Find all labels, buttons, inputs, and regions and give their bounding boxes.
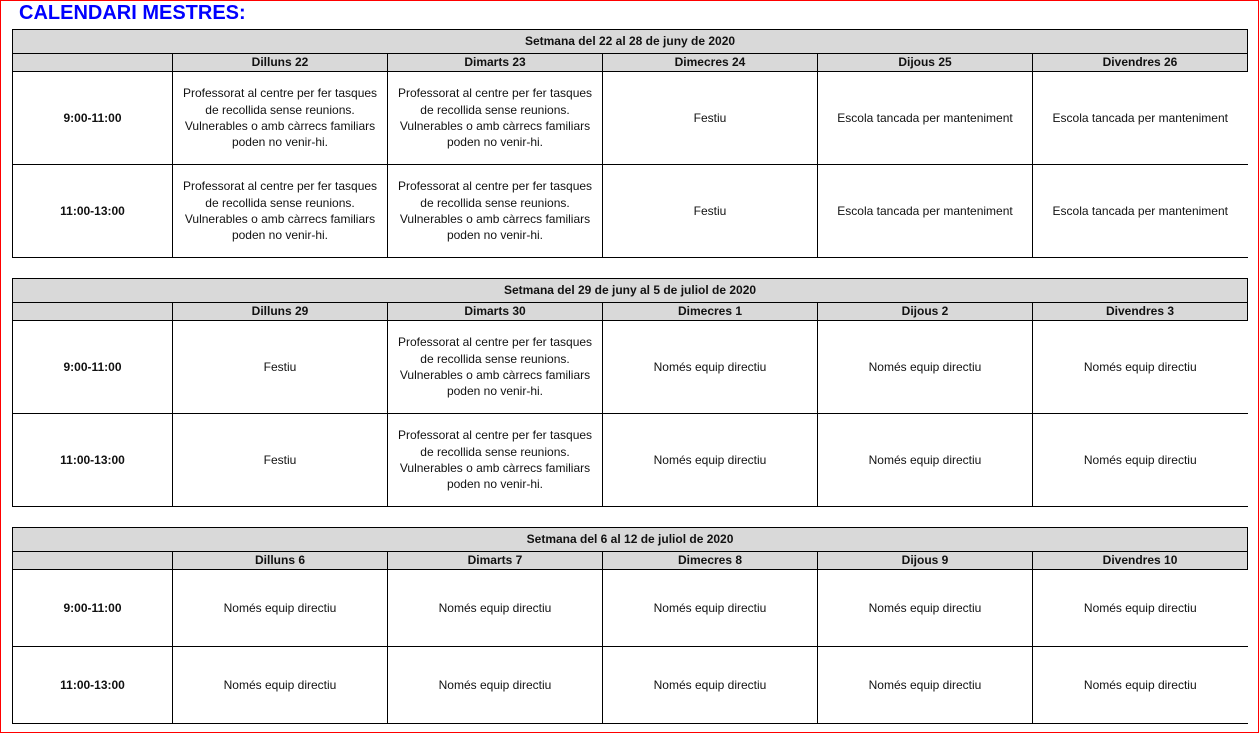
schedule-cell: Només equip directiu	[1033, 570, 1248, 647]
week-table	[12, 29, 1248, 258]
schedule-cell: Només equip directiu	[603, 570, 818, 647]
schedule-cell: Festiu	[173, 414, 388, 507]
week-title: Setmana del 6 al 12 de juliol de 2020	[13, 528, 1248, 552]
schedule-cell: Només equip directiu	[603, 414, 818, 507]
empty-header	[13, 552, 173, 570]
schedule-cell: Professorat al centre per fer tasques de recollida sense reunions. Vulnerables o amb càrrecs familiars poden no venir-hi.	[173, 72, 388, 165]
schedule-cell: Professorat al centre per fer tasques de recollida sense reunions. Vulnerables o amb càrrecs familiars poden no venir-hi.	[388, 72, 603, 165]
schedule-cell: Només equip directiu	[1033, 321, 1248, 414]
page-title: CALENDARI MESTRES:	[19, 2, 246, 24]
day-header-row	[13, 552, 1248, 570]
schedule-cell: Festiu	[603, 165, 818, 258]
schedule-cell: Només equip directiu	[1033, 647, 1248, 724]
schedule-cell: Professorat al centre per fer tasques de recollida sense reunions. Vulnerables o amb càrrecs familiars poden no venir-hi.	[388, 165, 603, 258]
time-slot: 11:00-13:00	[13, 165, 173, 258]
time-slot: 11:00-13:00	[13, 414, 173, 507]
schedule-cell: Festiu	[603, 72, 818, 165]
schedule-cell: Només equip directiu	[173, 570, 388, 647]
day-header: Dimarts 30	[388, 303, 603, 321]
day-header: Dimecres 1	[603, 303, 818, 321]
schedule-cell: Només equip directiu	[388, 570, 603, 647]
empty-header	[13, 54, 173, 72]
table-row	[13, 414, 1248, 507]
table-row	[13, 165, 1248, 258]
table-row	[13, 647, 1248, 724]
day-header: Dimecres 8	[603, 552, 818, 570]
schedule-cell: Professorat al centre per fer tasques de recollida sense reunions. Vulnerables o amb càrrecs familiars poden no venir-hi.	[388, 321, 603, 414]
day-header: Dilluns 22	[173, 54, 388, 72]
schedule-cell: Només equip directiu	[603, 321, 818, 414]
schedule-cell: Només equip directiu	[388, 647, 603, 724]
day-header: Divendres 3	[1033, 303, 1248, 321]
day-header: Dilluns 29	[173, 303, 388, 321]
empty-header	[13, 303, 173, 321]
day-header: Dilluns 6	[173, 552, 388, 570]
day-header-row	[13, 303, 1248, 321]
table-row	[13, 570, 1248, 647]
schedule-cell: Només equip directiu	[818, 570, 1033, 647]
schedule-cell: Només equip directiu	[173, 647, 388, 724]
time-slot: 9:00-11:00	[13, 72, 173, 165]
table-row	[13, 72, 1248, 165]
schedule-cell: Escola tancada per manteniment	[818, 72, 1033, 165]
schedule-cell: Només equip directiu	[603, 647, 818, 724]
schedule-cell: Només equip directiu	[818, 414, 1033, 507]
day-header: Dimecres 24	[603, 54, 818, 72]
schedule-cell: Professorat al centre per fer tasques de recollida sense reunions. Vulnerables o amb càrrecs familiars poden no venir-hi.	[173, 165, 388, 258]
schedule-cell: Només equip directiu	[1033, 414, 1248, 507]
day-header-row	[13, 54, 1248, 72]
time-slot: 11:00-13:00	[13, 647, 173, 724]
week-title: Setmana del 29 de juny al 5 de juliol de 2020	[13, 279, 1248, 303]
schedule-cell: Escola tancada per manteniment	[818, 165, 1033, 258]
time-slot: 9:00-11:00	[13, 570, 173, 647]
day-header: Dijous 9	[818, 552, 1033, 570]
day-header: Dimarts 23	[388, 54, 603, 72]
schedule-cell: Només equip directiu	[818, 321, 1033, 414]
week-title-row	[13, 279, 1248, 303]
day-header: Dijous 2	[818, 303, 1033, 321]
week-title-row	[13, 528, 1248, 552]
table-row	[13, 321, 1248, 414]
week-title-row	[13, 30, 1248, 54]
schedule-cell: Escola tancada per manteniment	[1033, 72, 1248, 165]
schedule-cell: Només equip directiu	[818, 647, 1033, 724]
schedule-cell: Escola tancada per manteniment	[1033, 165, 1248, 258]
week-table	[12, 527, 1248, 724]
week-title: Setmana del 22 al 28 de juny de 2020	[13, 30, 1248, 54]
day-header: Dijous 25	[818, 54, 1033, 72]
day-header: Dimarts 7	[388, 552, 603, 570]
schedule-cell: Professorat al centre per fer tasques de recollida sense reunions. Vulnerables o amb càrrecs familiars poden no venir-hi.	[388, 414, 603, 507]
day-header: Divendres 26	[1033, 54, 1248, 72]
week-table	[12, 278, 1248, 507]
day-header: Divendres 10	[1033, 552, 1248, 570]
schedule-cell: Festiu	[173, 321, 388, 414]
time-slot: 9:00-11:00	[13, 321, 173, 414]
